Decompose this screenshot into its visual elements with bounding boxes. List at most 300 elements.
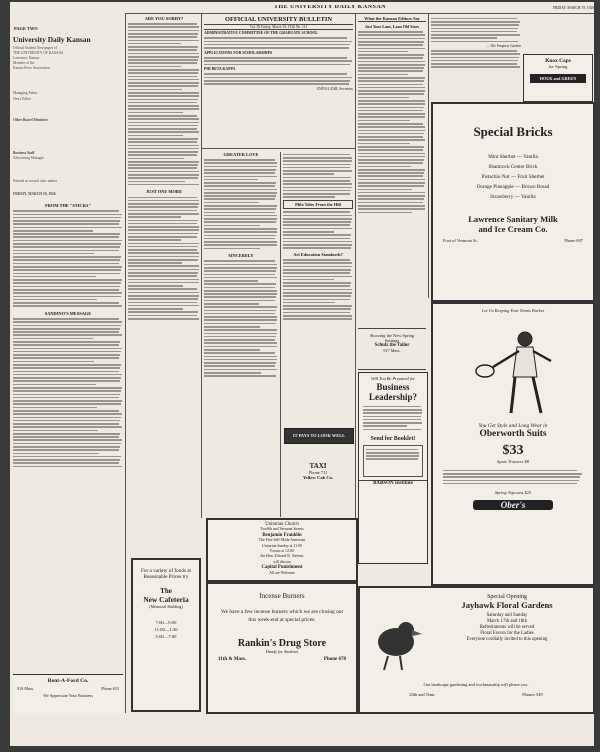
text-line — [128, 171, 199, 173]
incense-title: Incense Burners — [259, 592, 305, 600]
text-line — [13, 351, 121, 353]
text-line — [13, 430, 98, 432]
text-line — [358, 146, 424, 148]
text-line — [283, 221, 351, 223]
text-line — [204, 80, 350, 82]
church-topic: Benjamin Franklin — [262, 532, 302, 538]
text-line — [13, 217, 121, 219]
text-line — [13, 400, 122, 402]
text-line — [128, 66, 181, 68]
text-line — [128, 295, 199, 297]
text-line — [128, 288, 197, 290]
text-line — [13, 413, 122, 415]
text-line — [283, 315, 352, 317]
text-line — [13, 250, 119, 252]
text-line — [204, 336, 276, 338]
staff-line: Other Board Members — [13, 117, 49, 122]
article-sandino — [13, 318, 123, 467]
text-line — [204, 189, 277, 191]
text-line — [358, 87, 425, 89]
text-line — [128, 125, 198, 127]
text-line — [366, 455, 419, 457]
text-line — [358, 192, 425, 194]
text-line — [204, 212, 275, 214]
text-line — [204, 208, 276, 210]
text-line — [128, 203, 199, 205]
text-line — [128, 164, 198, 166]
text-line — [13, 279, 122, 281]
text-line — [128, 200, 199, 202]
text-line — [13, 318, 119, 320]
text-line — [13, 426, 122, 428]
gardens-l3: Saturday and Sunday — [486, 613, 528, 618]
caps-title: Knox Caps — [545, 58, 571, 64]
knox-caps-ad — [523, 54, 593, 102]
text-line — [358, 126, 425, 128]
text-line — [283, 183, 352, 185]
gardens-l2: Jayhawk Floral Gardens — [461, 600, 553, 610]
text-line — [13, 299, 97, 301]
column-3a — [204, 152, 278, 517]
text-line — [13, 227, 122, 229]
text-line — [13, 420, 120, 422]
text-line — [13, 256, 121, 258]
column-1 — [13, 36, 123, 716]
text-line — [204, 192, 277, 194]
text-line — [204, 159, 275, 161]
text-line — [431, 63, 517, 65]
tailor-line-2: Suitings — [384, 338, 400, 343]
text-line — [443, 473, 582, 475]
bulletin-p2 — [204, 57, 353, 65]
text-line — [363, 409, 422, 411]
bulletin-h1: ADMINISTRATIVE COMMITTEE OF THE GRADUATE SCHOOL — [204, 31, 318, 35]
text-line — [358, 175, 423, 177]
text-line — [358, 153, 425, 155]
text-line — [204, 198, 275, 200]
text-line — [431, 21, 520, 23]
text-line — [204, 329, 277, 331]
church-welcome: All are Welcome — [269, 570, 295, 575]
text-line — [13, 462, 119, 464]
text-line — [358, 107, 424, 109]
bulletin-h3: PHI BETA KAPPA — [204, 67, 236, 72]
text-line — [358, 149, 423, 151]
text-line — [128, 236, 197, 238]
text-line — [128, 161, 199, 163]
text-line — [431, 24, 519, 26]
text-line — [358, 93, 424, 95]
text-line — [13, 223, 119, 225]
text-line — [283, 215, 352, 217]
text-line — [204, 333, 277, 335]
bulletin-title: OFFICIAL UNIVERSITY BULLETIN — [224, 16, 332, 23]
text-line — [13, 371, 119, 373]
text-line — [283, 224, 350, 226]
text-line — [128, 223, 197, 225]
text-line — [204, 44, 350, 46]
text-line — [13, 394, 120, 396]
gardens-l7: Everyone cordially invited to this opening — [466, 637, 548, 642]
incense-store: Rankin's Drug Store — [237, 638, 327, 649]
text-line — [358, 38, 425, 40]
text-line — [204, 215, 277, 217]
text-line — [204, 162, 277, 164]
text-line — [358, 139, 425, 141]
text-line — [13, 449, 119, 451]
text-line — [204, 47, 349, 49]
rent-a-ford-ad — [13, 674, 123, 713]
suits-sub: Spare Trousers $8 — [497, 459, 529, 464]
headline-greater-love: GREATER LOVE — [223, 152, 259, 157]
cafe-sub: (Memorial Building) — [149, 603, 183, 609]
text-line — [283, 259, 350, 261]
text-line — [128, 308, 183, 310]
text-line — [13, 276, 96, 278]
text-line — [128, 82, 199, 84]
text-line — [363, 422, 422, 424]
text-line — [128, 302, 197, 304]
text-line — [13, 433, 120, 435]
text-line — [13, 446, 120, 448]
rankins-drug-ad — [206, 582, 358, 714]
text-line — [366, 452, 419, 454]
text-line — [13, 384, 96, 386]
text-line — [128, 92, 199, 94]
text-line — [128, 95, 199, 97]
text-line — [283, 279, 334, 281]
text-line — [283, 308, 351, 310]
text-line — [13, 341, 120, 343]
suits-spring: Spring Topcoats $25 — [494, 490, 532, 496]
article-greater-love — [204, 159, 278, 249]
text-line — [128, 262, 182, 264]
text-line — [13, 459, 120, 461]
pays-to-look-well-ad — [284, 428, 354, 444]
text-line — [204, 166, 277, 168]
article-phlo-tales — [283, 211, 353, 249]
text-line — [431, 53, 520, 55]
text-line — [128, 174, 199, 176]
text-line — [358, 70, 423, 72]
text-line — [13, 302, 119, 304]
text-line — [204, 244, 277, 246]
article-art-education — [283, 259, 353, 320]
church-time: Unitarian Sunday at 11:00 — [262, 543, 302, 548]
rentaford-addr: 916 Mass. — [17, 686, 35, 691]
text-line — [363, 425, 407, 427]
text-line — [204, 267, 277, 269]
text-line — [431, 34, 520, 36]
text-line — [13, 403, 121, 405]
cafe-hours-line: 7:00—9:00 — [155, 619, 177, 625]
text-line — [128, 69, 199, 71]
article-editors — [358, 31, 426, 213]
headline-one-more: JUST ONE MORE — [145, 189, 183, 195]
text-line — [358, 159, 424, 161]
text-line — [283, 180, 350, 182]
text-line — [204, 221, 276, 223]
headline-sticks: FROM THE "STICKS" — [45, 203, 91, 209]
text-line — [204, 41, 352, 43]
text-line — [204, 77, 352, 79]
masthead-staff — [13, 46, 123, 197]
text-line — [358, 48, 425, 50]
bricks-addr: Foot of Vermont St. — [443, 238, 478, 243]
header-date: FRIDAY, MARCH 19, 1926 — [552, 6, 594, 10]
text-line — [358, 31, 423, 33]
text-line — [204, 169, 276, 171]
text-line — [204, 37, 347, 39]
text-line — [283, 269, 351, 271]
column-5 — [431, 16, 521, 96]
text-line — [283, 164, 351, 166]
text-line — [204, 218, 277, 220]
incense-body: We have a few incense burners which we are closing out this week-end at special prices. — [220, 609, 343, 623]
text-line — [283, 170, 352, 172]
text-line — [431, 66, 520, 68]
column-rule-2 — [201, 13, 202, 518]
text-line — [358, 162, 423, 164]
taxi-title: TAXI — [309, 462, 327, 470]
staff-line: Managing Editor — [13, 91, 38, 96]
text-line — [13, 282, 121, 284]
text-line — [128, 298, 198, 300]
church-name: Unitarian Church — [265, 522, 299, 527]
column-4 — [358, 16, 426, 326]
text-line — [128, 197, 197, 199]
text-line — [358, 189, 412, 191]
text-line — [358, 133, 424, 135]
gardens-l10: Phones 549 — [522, 692, 543, 697]
text-line — [363, 412, 422, 414]
text-line — [13, 374, 122, 376]
text-line — [204, 179, 258, 181]
text-line — [13, 466, 122, 468]
text-line — [128, 206, 198, 208]
text-line — [13, 439, 122, 441]
text-line — [358, 113, 425, 115]
text-line — [128, 216, 181, 218]
babson-coupon[interactable] — [363, 445, 423, 477]
text-line — [128, 89, 182, 91]
column-2 — [128, 16, 200, 556]
taxi-name: Yellow Cab Co. — [302, 475, 334, 480]
cafe-name-2: New Cafeteria — [143, 594, 189, 604]
bricks-list — [433, 152, 593, 202]
text-line — [128, 115, 197, 117]
text-line — [204, 202, 259, 204]
text-line — [358, 212, 412, 214]
text-line — [13, 305, 122, 307]
church-forum: Forum at 12:00 — [270, 549, 294, 554]
text-line — [443, 480, 579, 482]
article-sincerely — [204, 260, 278, 376]
cafe-hours-line: 11:00—1:30 — [154, 626, 178, 632]
text-line — [13, 296, 121, 298]
article-one-more — [128, 197, 200, 320]
text-line — [358, 208, 425, 210]
text-line — [13, 361, 94, 363]
text-line — [128, 184, 199, 186]
text-line — [128, 210, 197, 212]
babson-booklet: Send for Booklet! — [370, 435, 416, 442]
text-line — [128, 246, 198, 248]
text-line — [13, 354, 120, 356]
tailor-line-1: Showing the New Spring — [369, 333, 415, 338]
text-line — [204, 369, 277, 371]
text-line — [128, 229, 199, 231]
text-line — [283, 266, 352, 268]
text-line — [128, 275, 197, 277]
text-line — [204, 176, 277, 178]
text-line — [13, 243, 121, 245]
text-line — [363, 429, 421, 431]
text-line — [358, 100, 425, 102]
text-line — [431, 60, 518, 62]
taxi-ad — [284, 462, 352, 512]
text-line — [204, 313, 275, 315]
church-speaker: the Hon. Edward R. Stevens — [260, 554, 304, 559]
text-line — [204, 185, 275, 187]
text-line — [13, 453, 99, 455]
bulletin-sig: UNIVA LEAR, Secretary — [316, 86, 353, 91]
gardens-l9: 20th and Tenn. — [409, 692, 436, 697]
text-line — [128, 56, 199, 58]
article-sticks — [13, 210, 123, 307]
bulletin-subline: Vol. IX Friday, March 19, 1926 No. 113 — [204, 24, 353, 30]
text-line — [358, 179, 425, 181]
text-line — [128, 79, 199, 81]
text-line — [128, 145, 199, 147]
staff-line: News Editor — [13, 96, 32, 101]
staff-line: Official Student Newspaper of — [13, 46, 57, 50]
text-line — [204, 349, 260, 351]
coupon-lines — [364, 446, 422, 463]
text-line — [358, 61, 425, 63]
text-line — [128, 311, 198, 313]
text-line — [283, 234, 351, 236]
text-line — [128, 26, 199, 28]
text-line — [128, 148, 199, 150]
cafe-name-1: The — [160, 586, 172, 595]
text-line — [358, 136, 423, 138]
headline-sincerely: SINCERELY — [228, 253, 254, 259]
text-line — [13, 390, 121, 392]
text-line — [204, 270, 276, 272]
column-rule-3 — [355, 13, 356, 518]
text-line — [13, 423, 119, 425]
text-line — [283, 262, 352, 264]
text-line — [431, 57, 519, 59]
text-line — [431, 37, 497, 39]
text-line — [283, 173, 334, 175]
text-line — [128, 213, 199, 215]
text-line — [358, 51, 408, 53]
text-line — [358, 166, 411, 168]
text-line — [204, 359, 277, 361]
text-line — [283, 318, 352, 320]
brick-item: Pistachio Nut — Fruit Sherbet — [481, 174, 545, 180]
text-line — [283, 312, 350, 314]
brick-item: Strawberry — Vanilla — [490, 194, 536, 200]
text-line — [128, 177, 198, 179]
text-line — [358, 198, 424, 200]
babson-name: BABSON Institute — [359, 480, 427, 486]
masthead-name: University Daily Kansan — [13, 36, 91, 44]
church-subject: Capital Punishment — [261, 565, 303, 571]
text-line — [128, 318, 199, 320]
text-line — [128, 167, 197, 169]
suits-price: $33 — [502, 443, 524, 458]
text-line — [363, 406, 421, 408]
text-line — [204, 290, 277, 292]
text-line — [204, 260, 275, 262]
text-line — [283, 285, 350, 287]
text-line — [363, 416, 421, 418]
text-line — [283, 241, 352, 243]
text-line — [204, 277, 277, 279]
church-topic-sub: The First Self-Made American — [258, 538, 306, 543]
staff-line: Business Staff — [13, 150, 35, 155]
staff-line: Member of the — [13, 61, 35, 66]
tennis-player-illustration — [433, 317, 589, 417]
jayhawk-gardens-ad — [358, 586, 595, 714]
text-line — [283, 211, 350, 213]
text-line — [431, 50, 517, 52]
text-line — [204, 356, 277, 358]
text-line — [358, 143, 410, 145]
text-line — [128, 220, 198, 222]
text-line — [128, 285, 183, 287]
text-line — [366, 458, 418, 460]
text-line — [358, 172, 424, 174]
text-line — [128, 272, 198, 274]
text-line — [283, 302, 335, 304]
text-line — [13, 266, 122, 268]
text-line — [13, 456, 121, 458]
emporia-quote: —The Emporia Gazette — [486, 43, 521, 48]
bulletin-rule — [201, 148, 355, 149]
text-line — [358, 54, 424, 56]
text-line — [204, 365, 275, 367]
text-line — [443, 476, 580, 478]
text-line — [204, 326, 260, 328]
babson-ad — [358, 372, 428, 564]
bricks-phone: Phone 697 — [564, 238, 583, 243]
text-line — [358, 130, 425, 132]
suits-name: Oberworth Suits — [479, 429, 547, 439]
text-line — [13, 334, 122, 336]
text-line — [204, 280, 258, 282]
text-line — [128, 141, 197, 143]
text-line — [204, 323, 276, 325]
text-line — [283, 193, 350, 195]
text-line — [128, 122, 199, 124]
text-line — [204, 241, 277, 243]
text-line — [13, 246, 120, 248]
text-line — [358, 64, 425, 66]
text-line — [128, 102, 197, 104]
look-well-text: IT PAYS TO LOOK WELL — [292, 433, 346, 438]
text-line — [204, 172, 275, 174]
text-line — [13, 321, 122, 323]
brick-item: Mint Sherbet — Vanilla — [488, 154, 538, 160]
text-line — [204, 238, 275, 240]
text-line — [443, 483, 577, 485]
text-line — [13, 236, 119, 238]
text-line — [204, 64, 350, 66]
